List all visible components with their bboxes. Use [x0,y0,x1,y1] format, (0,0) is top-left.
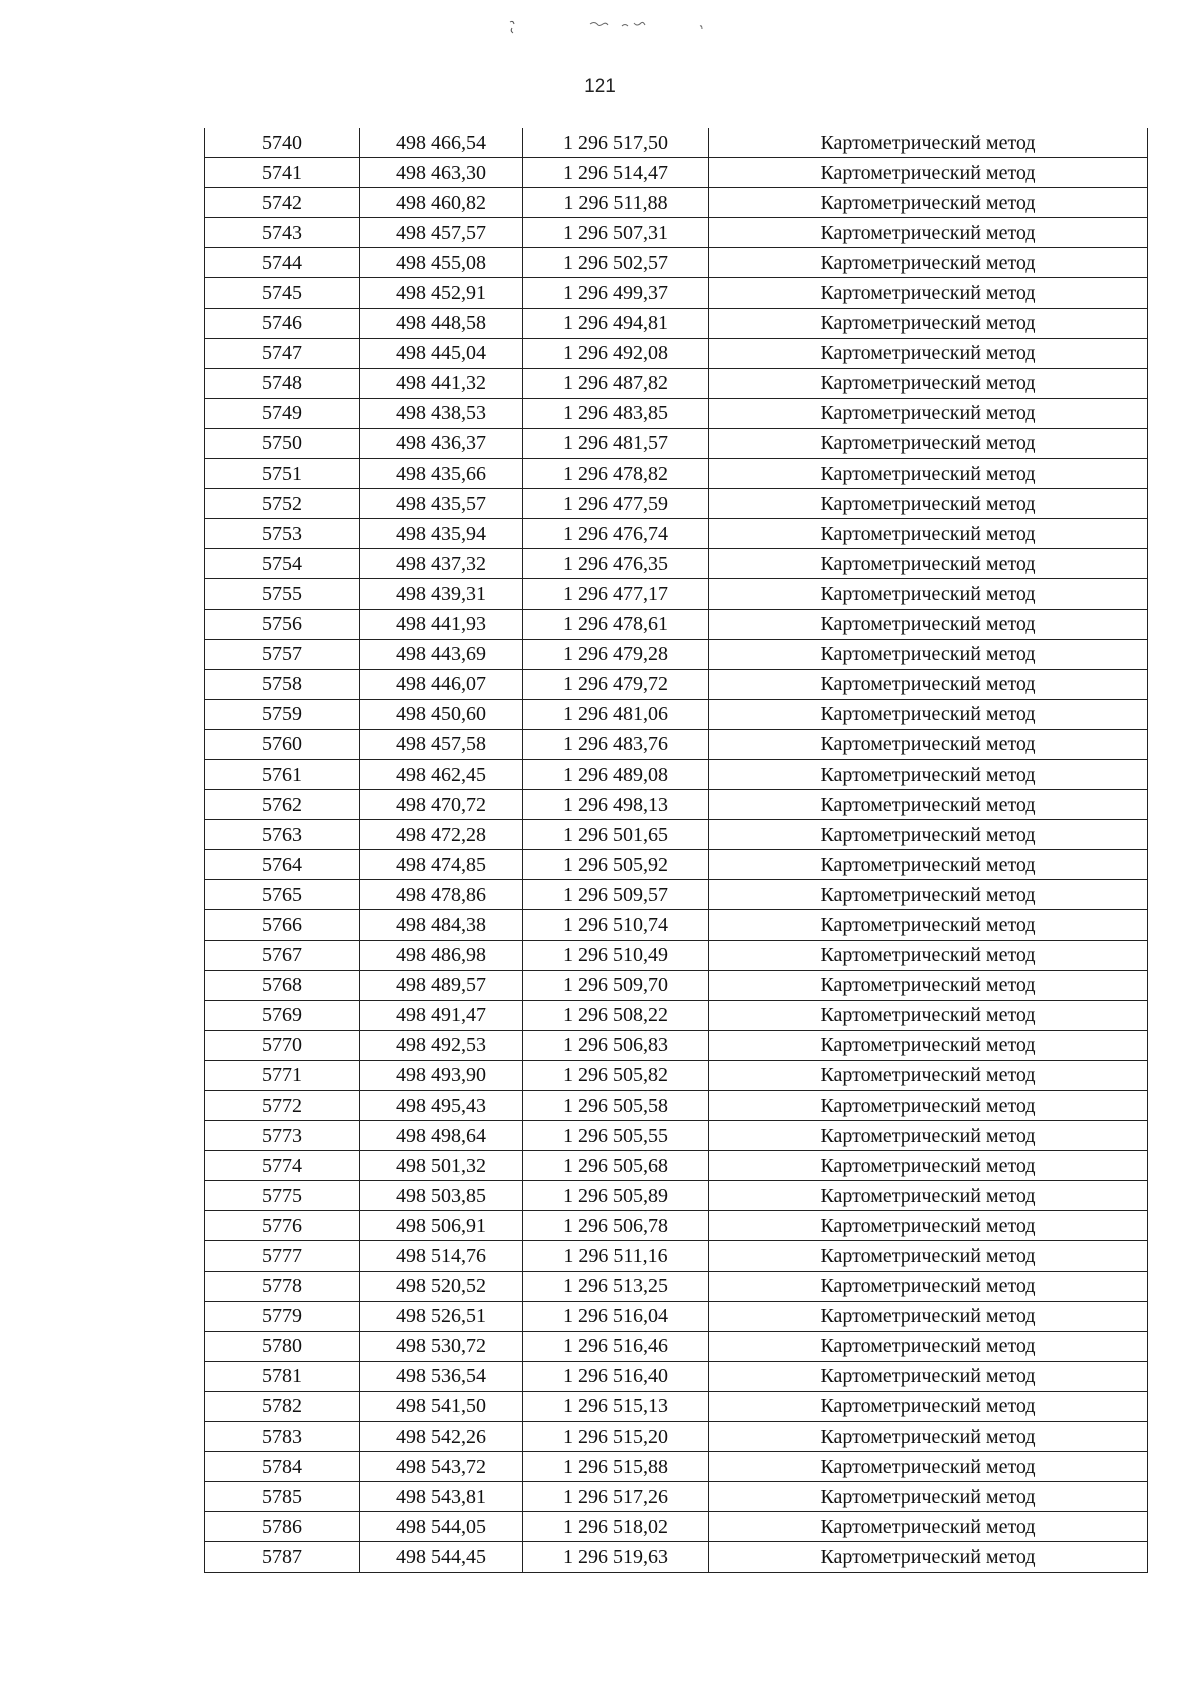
point-number-cell: 5771 [205,1060,360,1090]
y-coordinate-cell: 1 296 499,37 [523,278,709,308]
table-row [205,1241,1148,1271]
method-cell: Картометрический метод [709,188,1148,218]
method-cell: Картометрический метод [709,278,1148,308]
x-coordinate-cell: 498 462,45 [360,759,523,789]
y-coordinate-cell: 1 296 498,13 [523,790,709,820]
method-cell: Картометрический метод [709,669,1148,699]
x-coordinate-cell: 498 543,81 [360,1482,523,1512]
method-cell: Картометрический метод [709,1422,1148,1452]
y-coordinate-cell: 1 296 515,20 [523,1422,709,1452]
method-cell: Картометрический метод [709,308,1148,338]
x-coordinate-cell: 498 463,30 [360,158,523,188]
x-coordinate-cell: 498 486,98 [360,940,523,970]
x-coordinate-cell: 498 448,58 [360,308,523,338]
table-row [205,398,1148,428]
x-coordinate-cell: 498 436,37 [360,428,523,458]
x-coordinate-cell: 498 526,51 [360,1301,523,1331]
point-number-cell: 5777 [205,1241,360,1271]
x-coordinate-cell: 498 443,69 [360,639,523,669]
x-coordinate-cell: 498 541,50 [360,1391,523,1421]
table-row [205,1271,1148,1301]
point-number-cell: 5773 [205,1121,360,1151]
method-cell: Картометрический метод [709,338,1148,368]
x-coordinate-cell: 498 441,93 [360,609,523,639]
point-number-cell: 5763 [205,820,360,850]
method-cell: Картометрический метод [709,940,1148,970]
coordinates-table [204,128,1148,1573]
x-coordinate-cell: 498 445,04 [360,338,523,368]
table-row [205,1331,1148,1361]
table-row [205,1181,1148,1211]
y-coordinate-cell: 1 296 478,61 [523,609,709,639]
x-coordinate-cell: 498 446,07 [360,669,523,699]
table-row [205,940,1148,970]
y-coordinate-cell: 1 296 494,81 [523,308,709,338]
point-number-cell: 5740 [205,128,360,158]
method-cell: Картометрический метод [709,820,1148,850]
method-cell: Картометрический метод [709,1452,1148,1482]
table-row [205,579,1148,609]
point-number-cell: 5754 [205,549,360,579]
table-row [205,308,1148,338]
method-cell: Картометрический метод [709,1211,1148,1241]
point-number-cell: 5760 [205,729,360,759]
method-cell: Картометрический метод [709,1151,1148,1181]
y-coordinate-cell: 1 296 506,78 [523,1211,709,1241]
x-coordinate-cell: 498 457,58 [360,729,523,759]
method-cell: Картометрический метод [709,639,1148,669]
point-number-cell: 5751 [205,459,360,489]
y-coordinate-cell: 1 296 476,35 [523,549,709,579]
point-number-cell: 5778 [205,1271,360,1301]
method-cell: Картометрический метод [709,158,1148,188]
method-cell: Картометрический метод [709,1512,1148,1542]
y-coordinate-cell: 1 296 519,63 [523,1542,709,1572]
point-number-cell: 5764 [205,850,360,880]
point-number-cell: 5742 [205,188,360,218]
y-coordinate-cell: 1 296 489,08 [523,759,709,789]
point-number-cell: 5747 [205,338,360,368]
y-coordinate-cell: 1 296 515,88 [523,1452,709,1482]
point-number-cell: 5756 [205,609,360,639]
method-cell: Картометрический метод [709,1060,1148,1090]
y-coordinate-cell: 1 296 518,02 [523,1512,709,1542]
point-number-cell: 5746 [205,308,360,338]
table-row [205,639,1148,669]
method-cell: Картометрический метод [709,218,1148,248]
table-row [205,549,1148,579]
method-cell: Картометрический метод [709,128,1148,158]
point-number-cell: 5745 [205,278,360,308]
table-row [205,820,1148,850]
y-coordinate-cell: 1 296 517,50 [523,128,709,158]
y-coordinate-cell: 1 296 478,82 [523,459,709,489]
x-coordinate-cell: 498 438,53 [360,398,523,428]
method-cell: Картометрический метод [709,579,1148,609]
x-coordinate-cell: 498 439,31 [360,579,523,609]
table-row [205,880,1148,910]
method-cell: Картометрический метод [709,1331,1148,1361]
y-coordinate-cell: 1 296 483,76 [523,729,709,759]
table-row [205,128,1148,158]
table-row [205,1060,1148,1090]
y-coordinate-cell: 1 296 505,68 [523,1151,709,1181]
table-row [205,1211,1148,1241]
method-cell: Картометрический метод [709,489,1148,519]
point-number-cell: 5784 [205,1452,360,1482]
table-row [205,459,1148,489]
point-number-cell: 5761 [205,759,360,789]
point-number-cell: 5758 [205,669,360,699]
method-cell: Картометрический метод [709,1181,1148,1211]
table-row [205,1091,1148,1121]
x-coordinate-cell: 498 492,53 [360,1030,523,1060]
y-coordinate-cell: 1 296 477,59 [523,489,709,519]
y-coordinate-cell: 1 296 510,74 [523,910,709,940]
table-row [205,850,1148,880]
x-coordinate-cell: 498 506,91 [360,1211,523,1241]
method-cell: Картометрический метод [709,1000,1148,1030]
point-number-cell: 5782 [205,1391,360,1421]
point-number-cell: 5785 [205,1482,360,1512]
method-cell: Картометрический метод [709,1271,1148,1301]
x-coordinate-cell: 498 544,45 [360,1542,523,1572]
y-coordinate-cell: 1 296 505,92 [523,850,709,880]
y-coordinate-cell: 1 296 483,85 [523,398,709,428]
table-row [205,1000,1148,1030]
point-number-cell: 5755 [205,579,360,609]
y-coordinate-cell: 1 296 509,57 [523,880,709,910]
table-row [205,1482,1148,1512]
x-coordinate-cell: 498 489,57 [360,970,523,1000]
point-number-cell: 5759 [205,699,360,729]
table-row [205,489,1148,519]
table-row [205,188,1148,218]
point-number-cell: 5769 [205,1000,360,1030]
table-row [205,910,1148,940]
y-coordinate-cell: 1 296 487,82 [523,368,709,398]
point-number-cell: 5779 [205,1301,360,1331]
x-coordinate-cell: 498 536,54 [360,1361,523,1391]
x-coordinate-cell: 498 491,47 [360,1000,523,1030]
method-cell: Картометрический метод [709,368,1148,398]
table-row [205,669,1148,699]
table-row [205,759,1148,789]
x-coordinate-cell: 498 474,85 [360,850,523,880]
x-coordinate-cell: 498 484,38 [360,910,523,940]
x-coordinate-cell: 498 435,94 [360,519,523,549]
table-row [205,218,1148,248]
point-number-cell: 5787 [205,1542,360,1572]
y-coordinate-cell: 1 296 517,26 [523,1482,709,1512]
method-cell: Картометрический метод [709,1121,1148,1151]
method-cell: Картометрический метод [709,428,1148,458]
y-coordinate-cell: 1 296 492,08 [523,338,709,368]
method-cell: Картометрический метод [709,1091,1148,1121]
method-cell: Картометрический метод [709,880,1148,910]
x-coordinate-cell: 498 544,05 [360,1512,523,1542]
x-coordinate-cell: 498 437,32 [360,549,523,579]
x-coordinate-cell: 498 543,72 [360,1452,523,1482]
method-cell: Картометрический метод [709,1301,1148,1331]
method-cell: Картометрический метод [709,1241,1148,1271]
method-cell: Картометрический метод [709,459,1148,489]
method-cell: Картометрический метод [709,398,1148,428]
y-coordinate-cell: 1 296 506,83 [523,1030,709,1060]
x-coordinate-cell: 498 495,43 [360,1091,523,1121]
y-coordinate-cell: 1 296 511,88 [523,188,709,218]
x-coordinate-cell: 498 501,32 [360,1151,523,1181]
method-cell: Картометрический метод [709,549,1148,579]
point-number-cell: 5765 [205,880,360,910]
point-number-cell: 5743 [205,218,360,248]
method-cell: Картометрический метод [709,1391,1148,1421]
y-coordinate-cell: 1 296 508,22 [523,1000,709,1030]
table-row [205,1512,1148,1542]
point-number-cell: 5744 [205,248,360,278]
table-row [205,519,1148,549]
x-coordinate-cell: 498 452,91 [360,278,523,308]
y-coordinate-cell: 1 296 477,17 [523,579,709,609]
table-row [205,729,1148,759]
point-number-cell: 5749 [205,398,360,428]
method-cell: Картометрический метод [709,248,1148,278]
point-number-cell: 5772 [205,1091,360,1121]
table-row [205,1391,1148,1421]
y-coordinate-cell: 1 296 479,72 [523,669,709,699]
y-coordinate-cell: 1 296 505,58 [523,1091,709,1121]
table-row [205,1301,1148,1331]
point-number-cell: 5783 [205,1422,360,1452]
x-coordinate-cell: 498 435,57 [360,489,523,519]
y-coordinate-cell: 1 296 502,57 [523,248,709,278]
method-cell: Картометрический метод [709,699,1148,729]
y-coordinate-cell: 1 296 481,06 [523,699,709,729]
method-cell: Картометрический метод [709,970,1148,1000]
point-number-cell: 5753 [205,519,360,549]
table-row [205,1422,1148,1452]
method-cell: Картометрический метод [709,790,1148,820]
table-row [205,338,1148,368]
x-coordinate-cell: 498 472,28 [360,820,523,850]
point-number-cell: 5780 [205,1331,360,1361]
point-number-cell: 5767 [205,940,360,970]
table-row [205,278,1148,308]
method-cell: Картометрический метод [709,910,1148,940]
y-coordinate-cell: 1 296 516,40 [523,1361,709,1391]
method-cell: Картометрический метод [709,1482,1148,1512]
point-number-cell: 5781 [205,1361,360,1391]
point-number-cell: 5786 [205,1512,360,1542]
table-row [205,1030,1148,1060]
y-coordinate-cell: 1 296 505,82 [523,1060,709,1090]
method-cell: Картометрический метод [709,609,1148,639]
y-coordinate-cell: 1 296 479,28 [523,639,709,669]
table-row [205,248,1148,278]
y-coordinate-cell: 1 296 505,55 [523,1121,709,1151]
y-coordinate-cell: 1 296 507,31 [523,218,709,248]
point-number-cell: 5770 [205,1030,360,1060]
x-coordinate-cell: 498 493,90 [360,1060,523,1090]
y-coordinate-cell: 1 296 515,13 [523,1391,709,1421]
method-cell: Картометрический метод [709,1542,1148,1572]
x-coordinate-cell: 498 455,08 [360,248,523,278]
scan-marks [500,18,730,40]
table-row [205,790,1148,820]
point-number-cell: 5766 [205,910,360,940]
y-coordinate-cell: 1 296 510,49 [523,940,709,970]
point-number-cell: 5776 [205,1211,360,1241]
x-coordinate-cell: 498 457,57 [360,218,523,248]
table-row [205,428,1148,458]
x-coordinate-cell: 498 530,72 [360,1331,523,1361]
point-number-cell: 5750 [205,428,360,458]
point-number-cell: 5757 [205,639,360,669]
page-number: 121 [584,76,616,97]
y-coordinate-cell: 1 296 476,74 [523,519,709,549]
table-row [205,368,1148,398]
x-coordinate-cell: 498 435,66 [360,459,523,489]
point-number-cell: 5752 [205,489,360,519]
y-coordinate-cell: 1 296 501,65 [523,820,709,850]
table-row [205,1361,1148,1391]
x-coordinate-cell: 498 520,52 [360,1271,523,1301]
x-coordinate-cell: 498 542,26 [360,1422,523,1452]
y-coordinate-cell: 1 296 513,25 [523,1271,709,1301]
table-row [205,1121,1148,1151]
table-row [205,158,1148,188]
y-coordinate-cell: 1 296 509,70 [523,970,709,1000]
x-coordinate-cell: 498 450,60 [360,699,523,729]
x-coordinate-cell: 498 503,85 [360,1181,523,1211]
point-number-cell: 5775 [205,1181,360,1211]
method-cell: Картометрический метод [709,1030,1148,1060]
table-row [205,1151,1148,1181]
x-coordinate-cell: 498 466,54 [360,128,523,158]
y-coordinate-cell: 1 296 511,16 [523,1241,709,1271]
x-coordinate-cell: 498 470,72 [360,790,523,820]
method-cell: Картометрический метод [709,729,1148,759]
point-number-cell: 5768 [205,970,360,1000]
y-coordinate-cell: 1 296 514,47 [523,158,709,188]
method-cell: Картометрический метод [709,519,1148,549]
x-coordinate-cell: 498 460,82 [360,188,523,218]
y-coordinate-cell: 1 296 516,04 [523,1301,709,1331]
table-row [205,609,1148,639]
coordinates-table-body [205,128,1148,1572]
table-row [205,1542,1148,1572]
point-number-cell: 5762 [205,790,360,820]
point-number-cell: 5748 [205,368,360,398]
table-row [205,970,1148,1000]
point-number-cell: 5774 [205,1151,360,1181]
y-coordinate-cell: 1 296 516,46 [523,1331,709,1361]
x-coordinate-cell: 498 514,76 [360,1241,523,1271]
x-coordinate-cell: 498 498,64 [360,1121,523,1151]
y-coordinate-cell: 1 296 481,57 [523,428,709,458]
point-number-cell: 5741 [205,158,360,188]
table-row [205,1452,1148,1482]
x-coordinate-cell: 498 441,32 [360,368,523,398]
y-coordinate-cell: 1 296 505,89 [523,1181,709,1211]
method-cell: Картометрический метод [709,759,1148,789]
table-row [205,699,1148,729]
x-coordinate-cell: 498 478,86 [360,880,523,910]
method-cell: Картометрический метод [709,850,1148,880]
method-cell: Картометрический метод [709,1361,1148,1391]
